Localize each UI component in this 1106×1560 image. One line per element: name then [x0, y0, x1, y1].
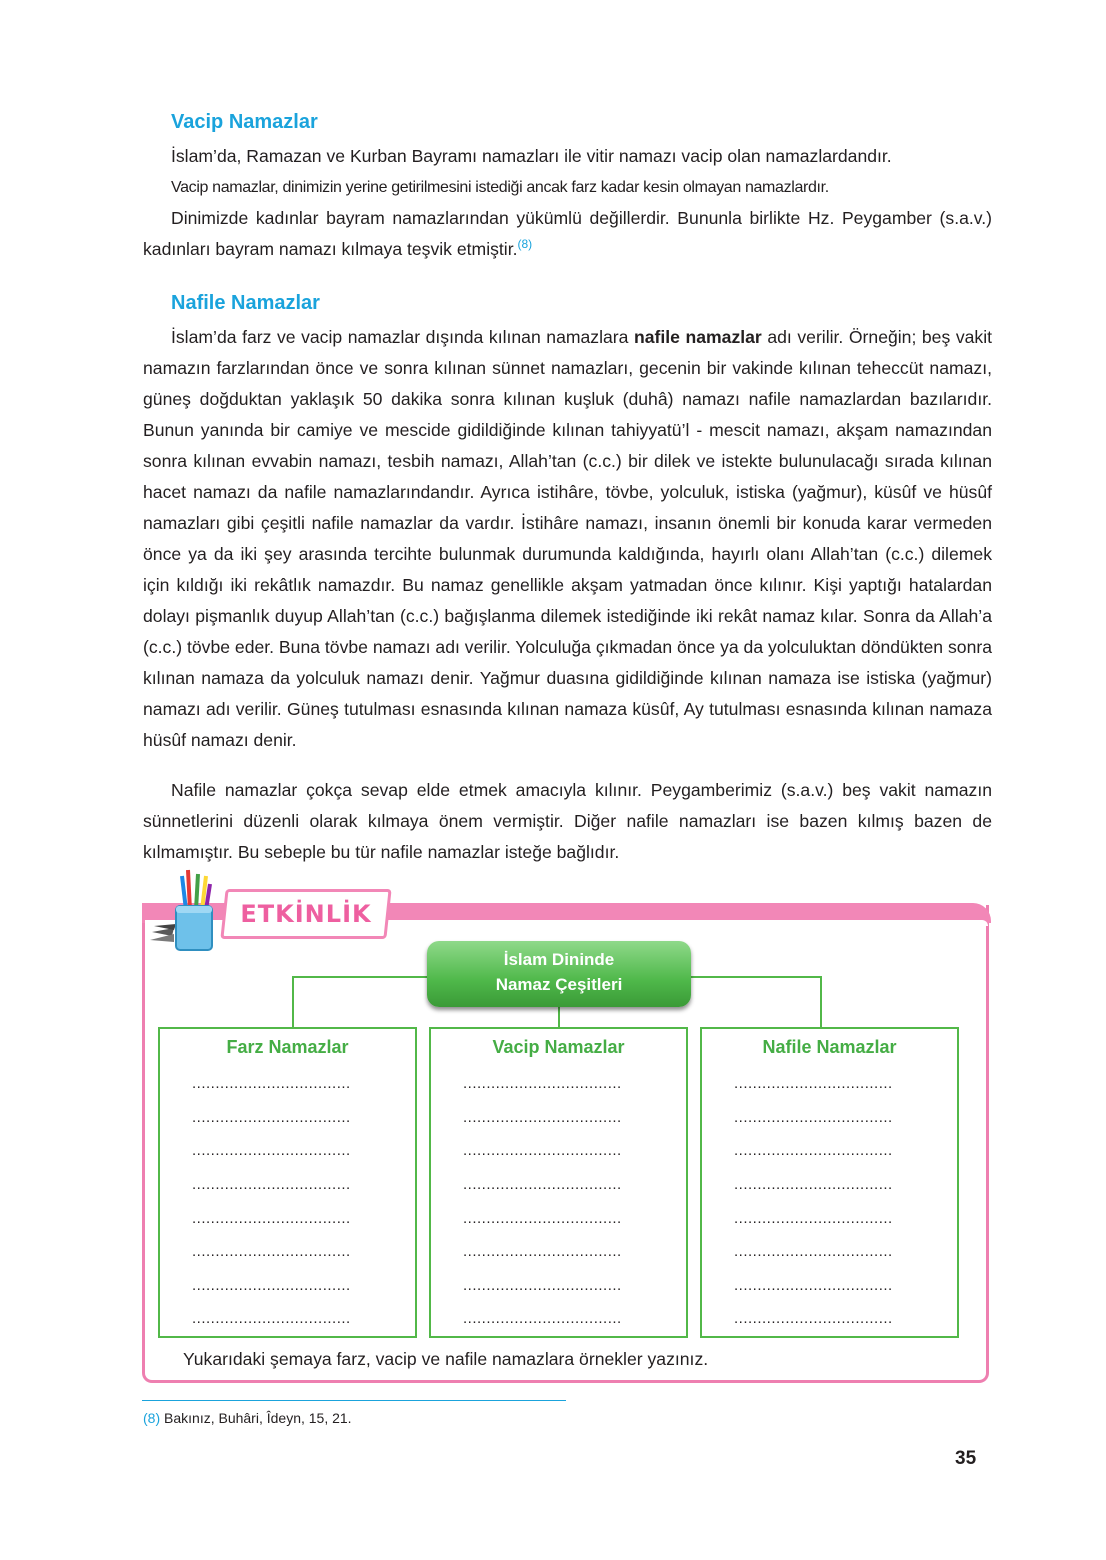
answer-line[interactable]: .................................. [734, 1210, 893, 1227]
answer-line[interactable]: .................................. [463, 1210, 622, 1227]
column-farz [158, 1027, 417, 1338]
column-title-vacip: Vacip Namazlar [492, 1037, 625, 1057]
answer-line[interactable]: .................................. [463, 1310, 622, 1327]
answer-line[interactable]: .................................. [192, 1075, 351, 1092]
answer-line[interactable]: .................................. [734, 1142, 893, 1159]
answer-line[interactable]: .................................. [734, 1310, 893, 1327]
paragraph-nafile-1-bold: nafile namazlar [634, 327, 762, 347]
section-heading-nafile: Nafile Namazlar [171, 292, 320, 314]
answer-line[interactable]: .................................. [463, 1109, 622, 1126]
footnote [143, 1410, 352, 1426]
column-title-nafile: Nafile Namazlar [762, 1037, 897, 1057]
answer-line[interactable]: .................................. [192, 1310, 351, 1327]
paragraph-nafile-1 [143, 322, 992, 756]
column-title-farz: Farz Namazlar [226, 1037, 349, 1057]
connector-center-vertical [558, 1006, 560, 1028]
answer-line[interactable]: .................................. [192, 1109, 351, 1126]
answer-line[interactable]: .................................. [463, 1277, 622, 1294]
paragraph-nafile-1-a: İslam’da farz ve vacip namazlar dışında kılınan namazlara [171, 327, 634, 347]
footnote-text: Bakınız, Buhâri, Îdeyn, 15, 21. [160, 1410, 352, 1426]
answer-line[interactable]: .................................. [463, 1142, 622, 1159]
paragraph-vacip-3-text: Dinimizde kadınlar bayram namazlarından yükümlü değillerdir. Bununla birlikte Hz. Peygamber (s.a.v.) kadınları bayram namazı kılmaya teşvik etmiştir. [143, 208, 992, 259]
center-node-line2: Namaz Çeşitleri [495, 975, 623, 994]
answer-line[interactable]: .................................. [192, 1142, 351, 1159]
footnote-reference: (8) [517, 237, 533, 252]
diagram-center-node [427, 941, 691, 1007]
answer-line[interactable]: .................................. [192, 1277, 351, 1294]
paragraph-vacip-2: Vacip namazlar, dinimizin yerine getirilmesini istediği ancak farz kadar kesin olmayan namazlardır. [171, 179, 829, 196]
connector-left-vertical [292, 976, 294, 1028]
answer-line[interactable]: .................................. [192, 1176, 351, 1193]
footnote-number: (8) [143, 1410, 161, 1426]
activity-instruction: Yukarıdaki şemaya farz, vacip ve nafile namazlara örnekler yazınız. [183, 1349, 709, 1369]
answer-line[interactable]: .................................. [734, 1277, 893, 1294]
center-node-line1: İslam Dininde [503, 950, 615, 969]
paragraph-nafile-1-b: adı verilir. Örneğin; beş vakit namazın farzlarından önce ve sonra kılınan sünnet namazları, gecenin bir vakinde kılınan teheccüt namazı, güneş doğduktan yaklaşık 50 dakika sonra kılınan kuşluk (duhâ) namazı nafile namazlardan bazılarıdır. Bunun yanında bir camiye ve mescide gidildiğinde kılınan tahiyyatü’l - mescit namazı, akşam namazından sonra kılınan evvabin namazı, tesbih namazı, Allah’tan (c.c.) bir dilek ve istekte bulunulacağı sırada kılınan hacet namazı da nafile namazlarındandır. Ayrıca istihâre, tövbe, yolculuk, istiska (yağmur), küsûf ve hüsûf namazları gibi çeşitli nafile namazlar da vardır. İstihâre namazı, insanın önemli bir konuda karar vermeden önce ya da iki şey arasında tercihte bulunmak durumunda kaldığında, hayırlı olanı Allah’tan (c.c.) dilemek için kıldığı iki rekâtlık namazdır. Bu namaz genellikle akşam yatmadan önce kılınır. Kişi yaptığı hatalardan dolayı pişmanlık duyup Allah’tan (c.c.) bağışlanma dilemek istediğinde iki rekât namaz kılar. Sonra da Allah’a (c.c.) tövbe eder. Buna tövbe namazı adı verilir. Yolculuğa çıkmadan önce ya da yolculuktan döndükten sonra kılınan namaza da yolculuk namazı denir. Yağmur duasına gidildiğinde kılınan namaza ise istiska (yağmur) namazı adı verilir. Güneş tutulması esnasında kılınan namaza küsûf, Ay tutulması esnasında kılınan namaza hüsûf namazı denir. [143, 327, 992, 750]
answer-line[interactable]: .................................. [734, 1176, 893, 1193]
activity-tab-label: ETKİNLİK [240, 900, 372, 928]
column-vacip [429, 1027, 688, 1338]
column-nafile [700, 1027, 959, 1338]
answer-line[interactable]: .................................. [734, 1109, 893, 1126]
section-heading-vacip: Vacip Namazlar [171, 111, 318, 133]
paragraph-nafile-2: Nafile namazlar çokça sevap elde etmek amacıyla kılınır. Peygamberimiz (s.a.v.) beş vakit namazın sünnetlerini düzenli olarak kılmaya önem vermiştir. Diğer nafile namazları ise bazen kılmış bazen de kılmamıştır. Bu sebeple bu tür nafile namazlar isteğe bağlıdır. [143, 780, 992, 862]
paragraph-vacip-1: İslam’da, Ramazan ve Kurban Bayramı namazları ile vitir namazı vacip olan namazlardandır. [171, 146, 892, 166]
connector-right-horizontal [690, 976, 822, 978]
paragraph-vacip-3 [143, 203, 992, 265]
connector-left-horizontal [292, 976, 428, 978]
connector-right-vertical [820, 976, 822, 1028]
answer-line[interactable]: .................................. [463, 1243, 622, 1260]
answer-line[interactable]: .................................. [463, 1176, 622, 1193]
answer-line[interactable]: .................................. [734, 1075, 893, 1092]
footnote-divider [142, 1400, 566, 1401]
answer-line[interactable]: .................................. [192, 1210, 351, 1227]
pencil-cup-icon [148, 866, 220, 952]
answer-line[interactable]: .................................. [192, 1243, 351, 1260]
page-number: 35 [955, 1448, 977, 1469]
answer-line[interactable]: .................................. [463, 1075, 622, 1092]
answer-line[interactable]: .................................. [734, 1243, 893, 1260]
